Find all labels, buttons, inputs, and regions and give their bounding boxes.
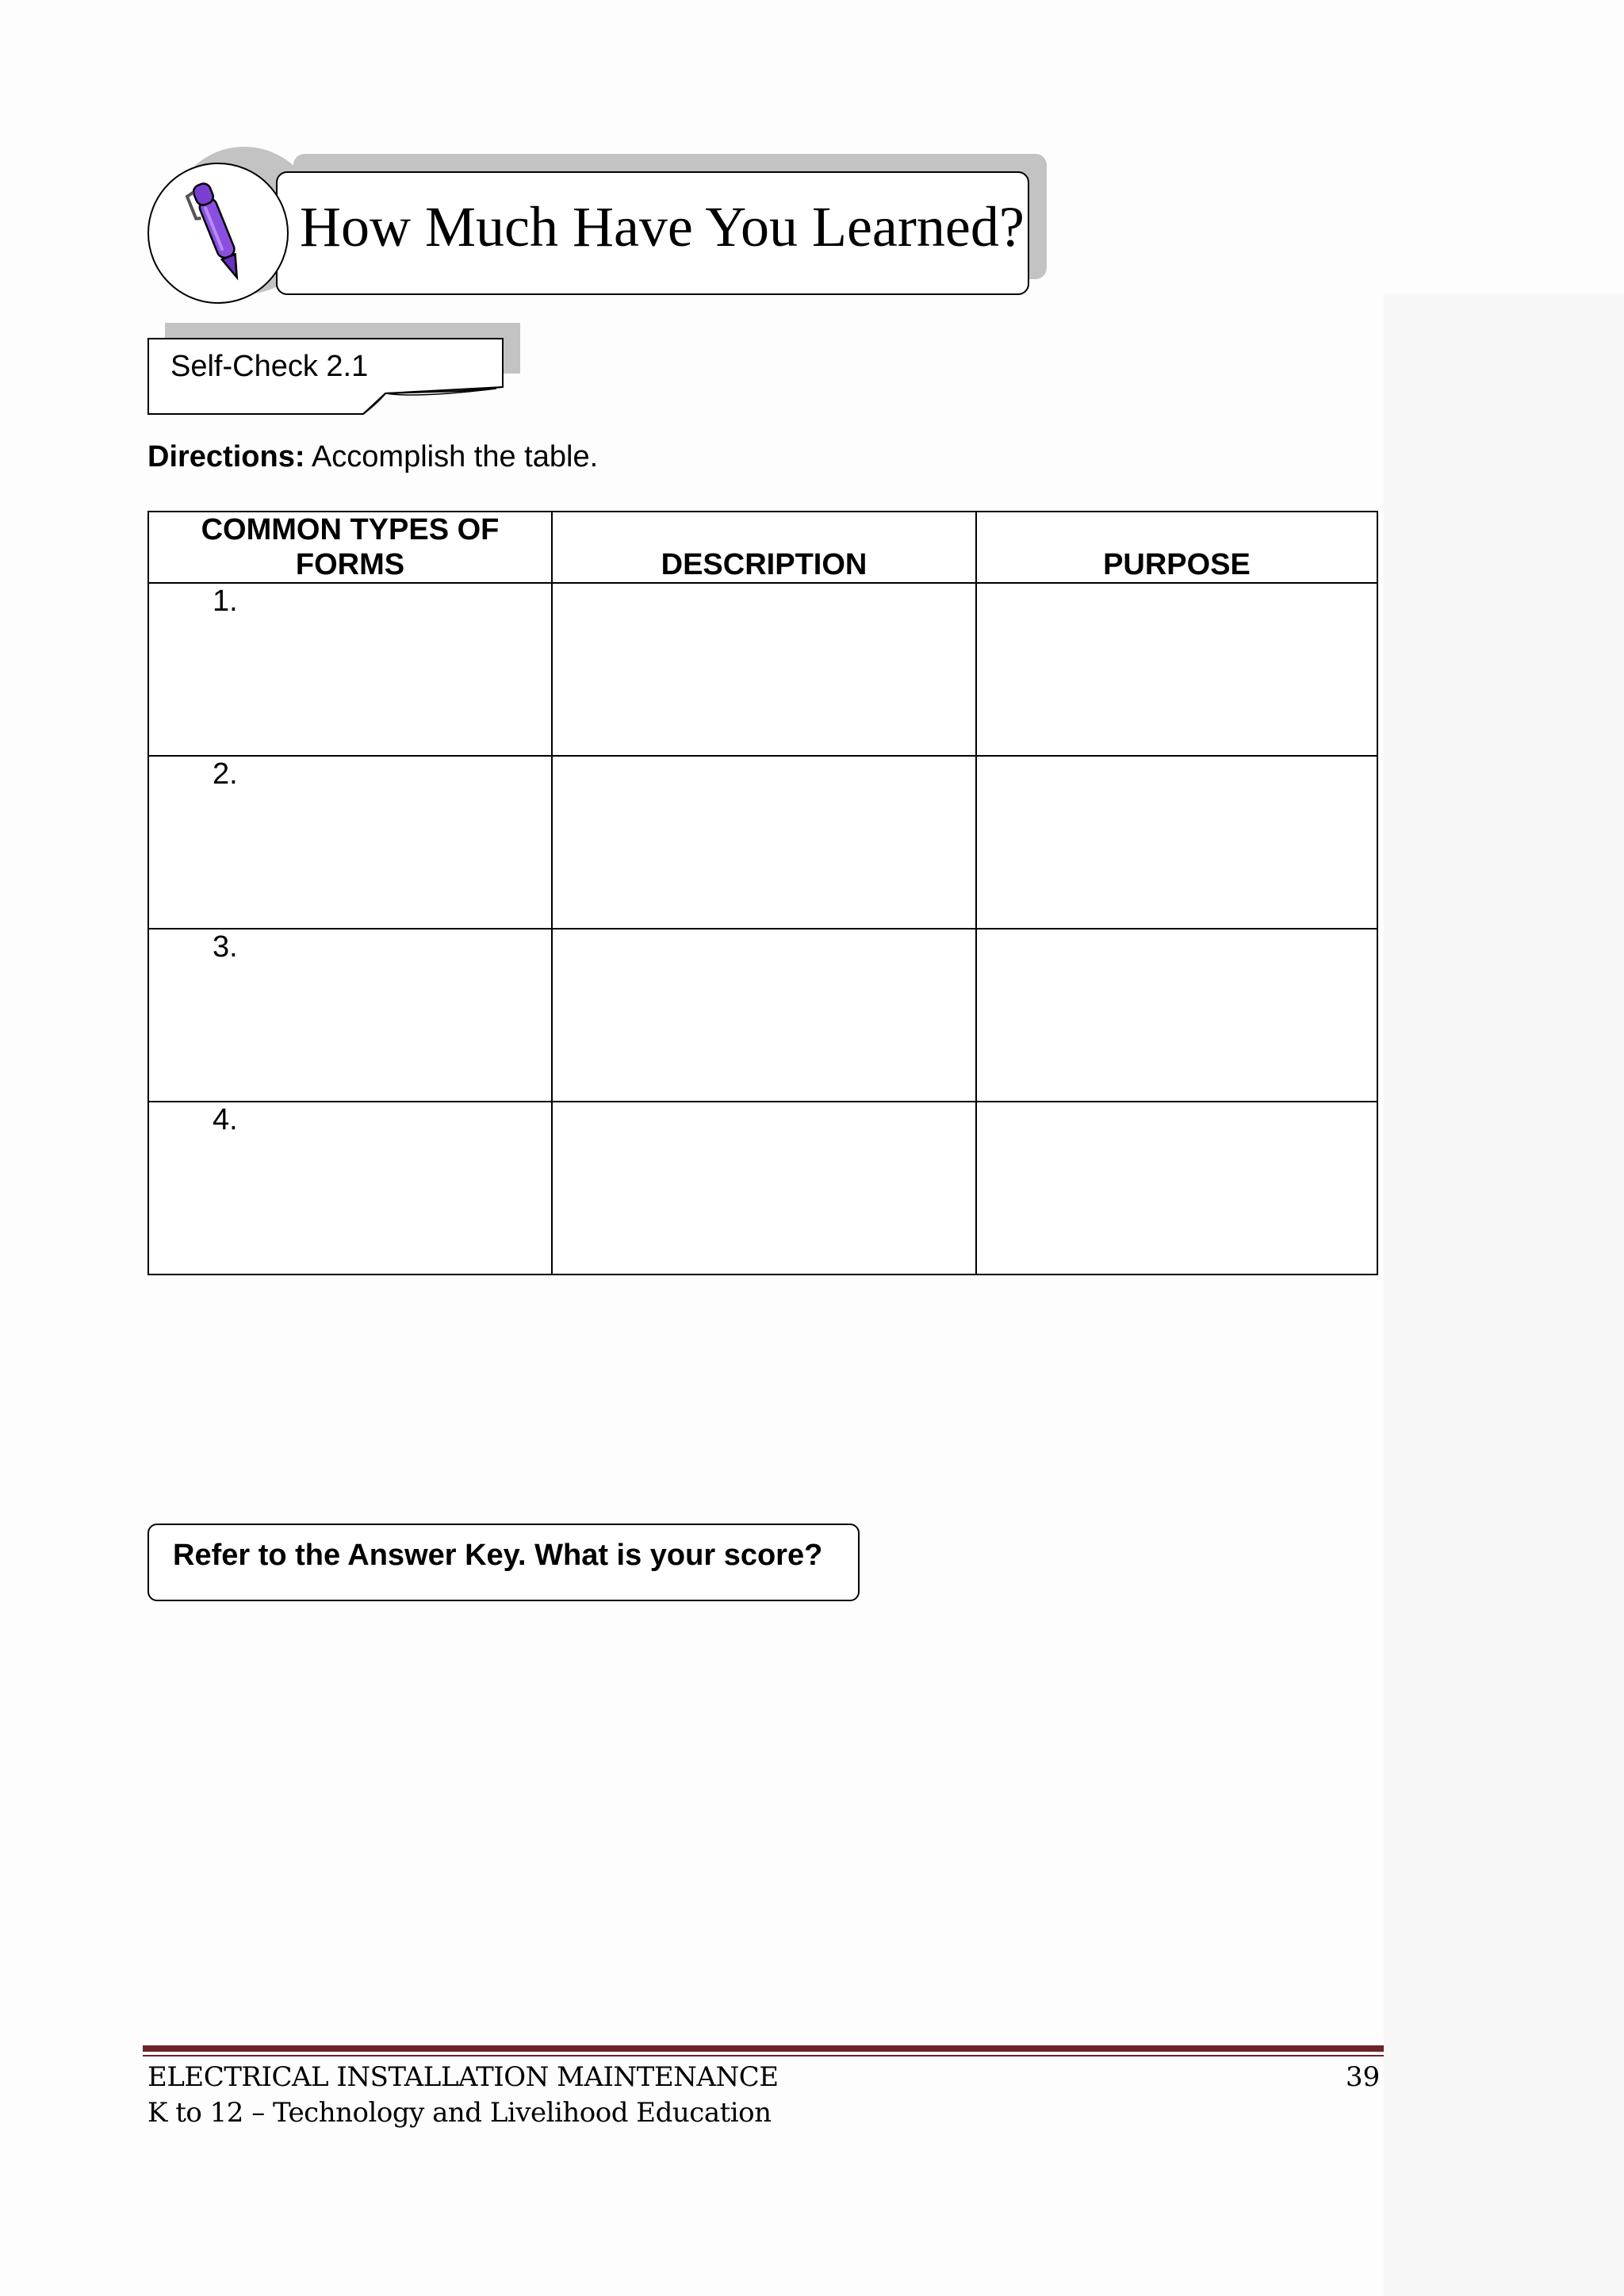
header-common-types: COMMON TYPES OF FORMS bbox=[148, 512, 552, 583]
purpose-cell[interactable] bbox=[976, 929, 1377, 1102]
footer-rule bbox=[143, 2045, 1384, 2052]
icon-circle bbox=[147, 163, 289, 304]
directions-text: Accomplish the table. bbox=[304, 440, 599, 473]
table-row bbox=[148, 756, 1377, 929]
page-title: How Much Have You Learned? bbox=[300, 195, 1025, 259]
footer-course-title: ELECTRICAL INSTALLATION MAINTENANCE bbox=[147, 2061, 779, 2093]
row-number: 2. bbox=[213, 757, 238, 791]
pen-icon bbox=[149, 164, 290, 305]
table-row bbox=[148, 583, 1377, 756]
description-cell[interactable] bbox=[552, 929, 976, 1102]
description-cell[interactable] bbox=[552, 583, 976, 756]
header-purpose: PURPOSE bbox=[976, 512, 1377, 583]
page-number: 39 bbox=[1346, 2061, 1381, 2093]
purpose-cell[interactable] bbox=[976, 583, 1377, 756]
self-check-label: Self-Check 2.1 bbox=[170, 350, 369, 383]
answer-key-text: Refer to the Answer Key. What is your score? bbox=[173, 1539, 823, 1572]
form-type-cell[interactable] bbox=[148, 1102, 552, 1274]
header-description: DESCRIPTION bbox=[552, 512, 976, 583]
form-type-cell[interactable] bbox=[148, 583, 552, 756]
table-row bbox=[148, 1102, 1377, 1274]
form-type-cell[interactable] bbox=[148, 756, 552, 929]
directions bbox=[147, 442, 598, 472]
row-number: 1. bbox=[213, 585, 238, 618]
purpose-cell[interactable] bbox=[976, 1102, 1377, 1274]
directions-label: Directions: bbox=[147, 440, 305, 473]
footer-subtitle: K to 12 – Technology and Livelihood Education bbox=[147, 2097, 772, 2129]
footer-rule-thin bbox=[143, 2055, 1384, 2056]
row-number: 4. bbox=[213, 1103, 238, 1137]
purpose-cell[interactable] bbox=[976, 756, 1377, 929]
description-cell[interactable] bbox=[552, 1102, 976, 1274]
table-row bbox=[148, 929, 1377, 1102]
form-type-cell[interactable] bbox=[148, 929, 552, 1102]
description-cell[interactable] bbox=[552, 756, 976, 929]
page-edge-shade bbox=[1384, 293, 1624, 2296]
forms-table bbox=[147, 511, 1378, 1275]
row-number: 3. bbox=[213, 930, 238, 964]
table-header-row bbox=[148, 512, 1377, 583]
